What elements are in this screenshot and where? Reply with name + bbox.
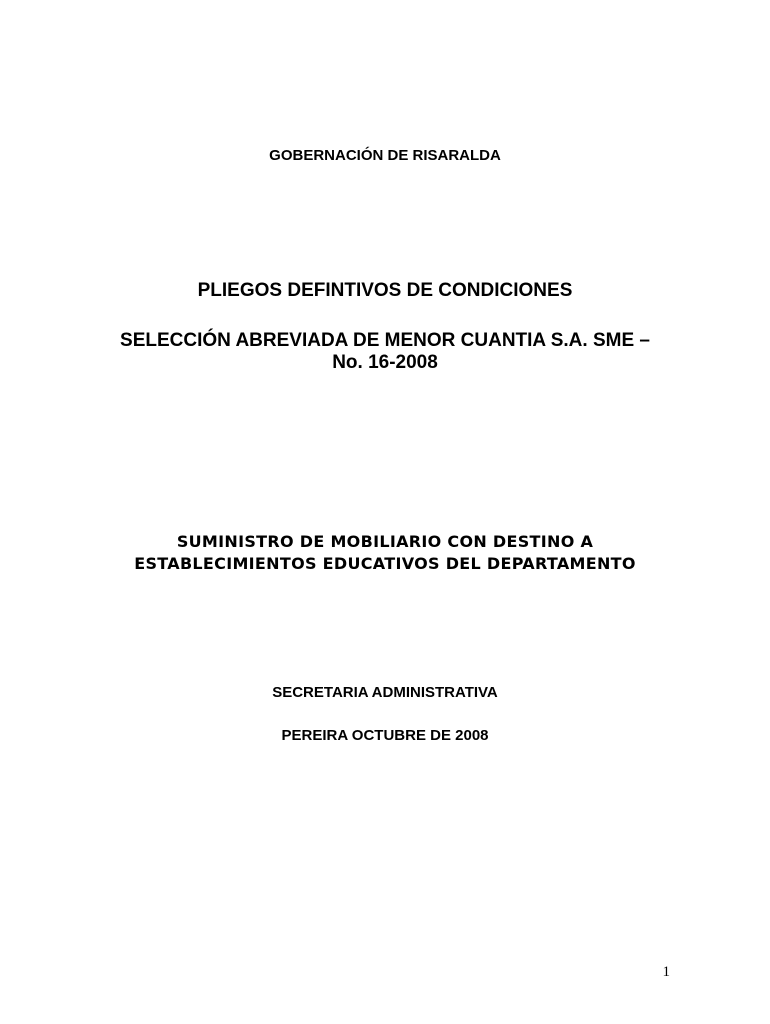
place-and-date: PEREIRA OCTUBRE DE 2008 [281,727,489,744]
selection-process-line-1: SELECCIÓN ABREVIADA DE MENOR CUANTIA S.A. SME – [120,330,650,351]
selection-process-line-2: No. 16-2008 [332,352,438,373]
page-number: 1 [662,964,670,980]
contract-subject-line-2: ESTABLECIMIENTOS EDUCATIVOS DEL DEPARTAMENTO [134,554,636,573]
issuing-department: SECRETARIA ADMINISTRATIVA [272,684,498,701]
document-title: PLIEGOS DEFINTIVOS DE CONDICIONES [197,280,573,301]
contract-subject-line-1: SUMINISTRO DE MOBILIARIO CON DESTINO A [176,532,594,551]
organization-name: GOBERNACIÓN DE RISARALDA [269,147,501,164]
